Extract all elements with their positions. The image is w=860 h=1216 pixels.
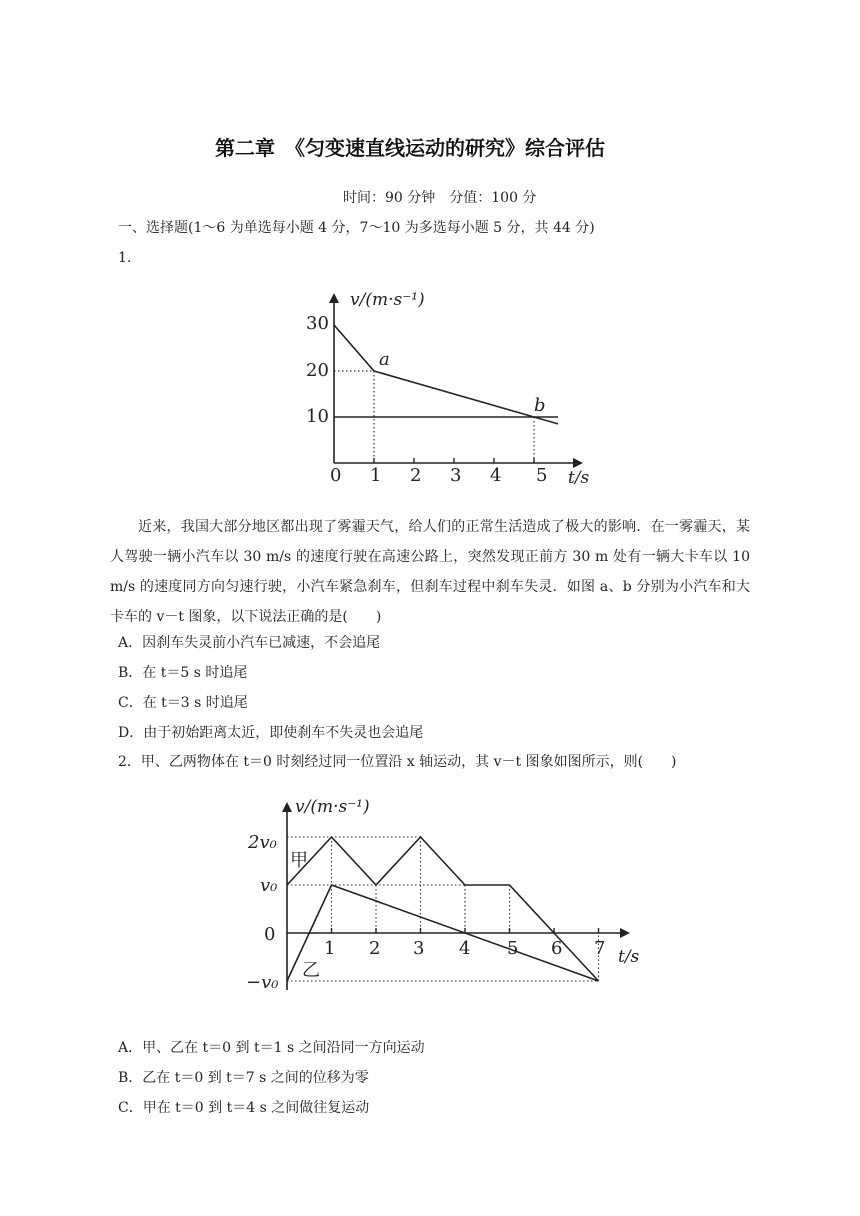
section-heading: 一、选择题(1～6 为单选每小题 4 分，7～10 为多选每小题 5 分，共 44 分): [118, 220, 595, 236]
page-title: 第二章 《匀变速直线运动的研究》综合评估: [215, 136, 605, 160]
figure-2-y-tick-neg-v0: −v₀: [246, 972, 279, 993]
figure-2-y-axis-arrow: [282, 802, 292, 812]
figure-2-y-tick-0: 0: [264, 924, 276, 945]
figure-2-x-axis-arrow: [620, 928, 630, 938]
figure-2-vt-graph: [240, 790, 660, 1020]
figure-2-axes: [282, 802, 630, 990]
figure-2-x-tick-2: 2: [369, 938, 381, 959]
figure-1-series: [334, 325, 558, 424]
figure-1-axes: [329, 293, 583, 468]
question-2-option-a: A．甲、乙在 t＝0 到 t＝1 s 之间沿同一方向运动: [118, 1040, 425, 1056]
figure-2-x-tick-3: 3: [413, 938, 425, 959]
figure-1-y-tick-20: 20: [306, 360, 329, 381]
figure-1-y-axis-arrow: [329, 293, 339, 303]
figure-2-guides: [287, 837, 599, 981]
figure-1-x-tick-5: 5: [536, 465, 548, 486]
question-2-option-b: B．乙在 t＝0 到 t＝7 s 之间的位移为零: [118, 1070, 369, 1086]
figure-2-y-tick-2v0: 2v₀: [248, 832, 277, 853]
figure-1-series-a-line: [334, 325, 558, 424]
figure-2-x-tick-4: 4: [459, 938, 471, 959]
figure-1-x-tick-0: 0: [330, 465, 342, 486]
question-1-option-c: C．在 t＝3 s 时追尾: [118, 695, 248, 711]
figure-1-vt-graph: [298, 285, 598, 495]
question-1-option-b: B．在 t＝5 s 时追尾: [118, 665, 248, 681]
question-2-option-c: C．甲在 t＝0 到 t＝4 s 之间做往复运动: [118, 1100, 370, 1116]
figure-1-y-tick-10: 10: [306, 406, 329, 427]
question-1-option-d: D．由于初始距离太近，即使刹车不失灵也会追尾: [118, 725, 424, 741]
figure-2-y-tick-v0: v₀: [260, 875, 278, 896]
question-1-option-a: A．因刹车失灵前小汽车已减速，不会追尾: [118, 635, 381, 651]
figure-1-x-axis-label: t/s: [568, 468, 590, 488]
figure-1-x-tick-4: 4: [490, 465, 502, 486]
figure-2-y-axis-label: v/(m·s⁻¹): [295, 797, 370, 817]
figure-2-x-tick-1: 1: [324, 938, 336, 959]
figure-2-x-tick-6: 6: [551, 938, 563, 959]
question-1-text: 近来，我国大部分地区都出现了雾霾天气，给人们的正常生活造成了极大的影响．在一雾霾天，某人驾驶一辆小汽车以 30 m/s 的速度行驶在高速公路上，突然发现正前方 30 m 处有一辆大卡车以 10 m/s 的速度同方向匀速行驶，小汽车紧急刹车，但刹车过程中刹车失灵．如图 a、b 分别为小汽车和大卡车的 v－t 图象，以下说法正确的是( ): [110, 519, 750, 625]
figure-1-point-a-label: a: [379, 349, 390, 370]
figure-1-y-axis-label: v/(m·s⁻¹): [350, 290, 425, 310]
figure-2-series-line: [287, 837, 599, 981]
figure-1-x-axis-arrow: [573, 458, 583, 468]
exam-meta: 时间：90 分钟 分值：100 分: [343, 190, 537, 206]
figure-1-point-b-label: b: [534, 395, 546, 416]
figure-1-x-tick-2: 2: [410, 465, 422, 486]
figure-2-label-jia: 甲: [290, 850, 308, 871]
figure-1-x-tick-1: 1: [370, 465, 382, 486]
figure-2-label-yi: 乙: [302, 960, 320, 981]
figure-2-x-tick-5: 5: [507, 938, 519, 959]
figure-2-x-tick-7: 7: [594, 938, 606, 959]
question-1-number: 1.: [118, 250, 132, 266]
figure-2-series: [287, 837, 599, 981]
figure-1-x-tick-3: 3: [450, 465, 462, 486]
figure-2-x-axis-label: t/s: [618, 947, 640, 967]
question-2-text: 2．甲、乙两物体在 t＝0 时刻经过同一位置沿 x 轴运动，其 v－t 图象如图所示，则( ): [118, 754, 677, 770]
figure-1-y-tick-30: 30: [306, 313, 329, 334]
